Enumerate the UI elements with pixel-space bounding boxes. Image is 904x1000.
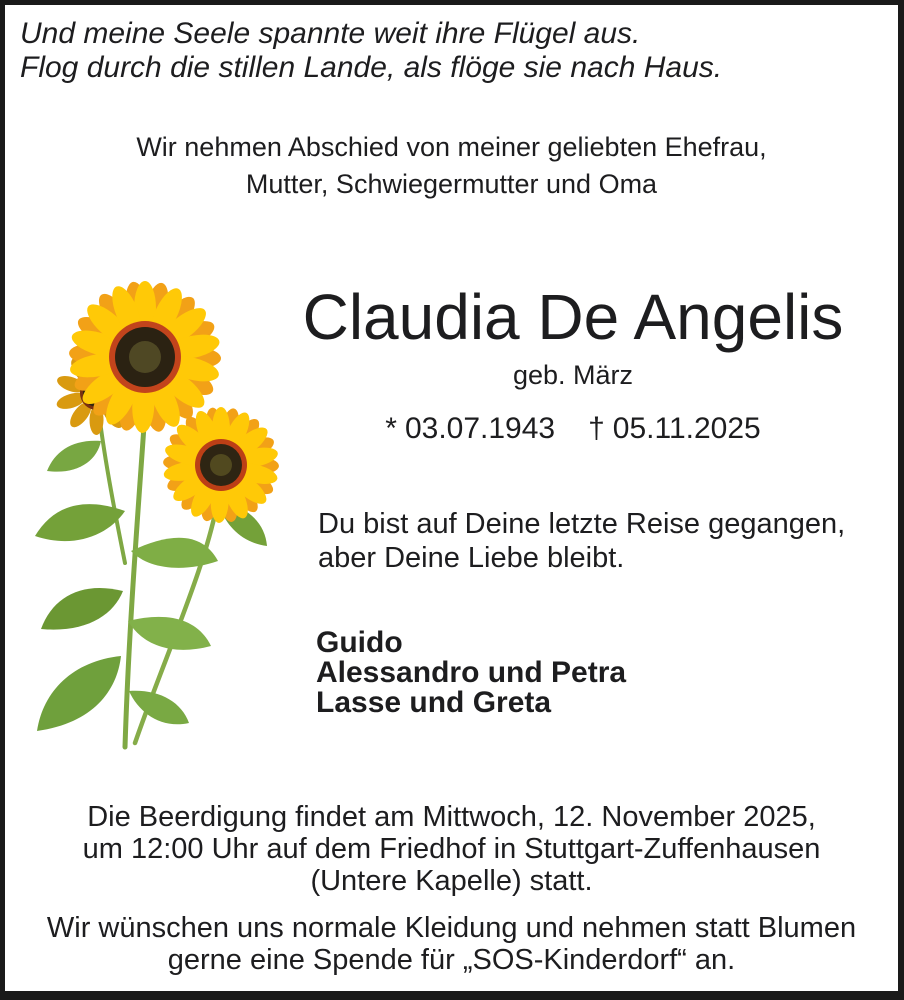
verse-line-2: Flog durch die stillen Lande, als flöge sie nach Haus. <box>20 51 723 84</box>
farewell-text <box>318 507 845 575</box>
mourner-line-2: Alessandro und Petra <box>316 656 627 689</box>
deceased-block <box>288 283 858 446</box>
mourners-list <box>316 628 626 718</box>
wish-line-2: gerne eine Spende für „SOS-Kinderdorf“ an. <box>167 944 736 976</box>
funeral-info <box>5 801 898 897</box>
funeral-line-1: Die Beerdigung findet am Mittwoch, 12. November 2025, <box>87 801 816 833</box>
opening-verse <box>20 17 722 85</box>
farewell-line-2: aber Deine Liebe bleibt. <box>318 542 625 574</box>
wish-line-1: Wir wünschen uns normale Kleidung und nehmen statt Blumen <box>46 912 857 944</box>
birth-symbol: * <box>385 412 397 445</box>
intro-text <box>5 129 898 203</box>
sunflower-small <box>162 406 279 523</box>
death-date-group <box>588 412 761 445</box>
intro-line-1: Wir nehmen Abschied von meiner geliebten Ehefrau, <box>136 132 767 162</box>
farewell-line-1: Du bist auf Deine letzte Reise gegangen, <box>318 508 846 540</box>
life-dates <box>288 412 858 446</box>
funeral-line-2: um 12:00 Uhr auf dem Friedhof in Stuttgart-Zuffenhausen <box>82 833 821 865</box>
maiden-name: geb. März <box>512 360 634 390</box>
verse-line-1: Und meine Seele spannte weit ihre Flügel aus. <box>20 17 641 50</box>
birth-date: 03.07.1943 <box>404 412 556 445</box>
funeral-line-3: (Untere Kapelle) statt. <box>310 865 593 897</box>
sunflowers-image <box>13 261 303 763</box>
death-symbol: † <box>588 412 605 445</box>
mourner-line-3: Lasse und Greta <box>316 686 552 719</box>
intro-line-2: Mutter, Schwiegermutter und Oma <box>245 169 658 199</box>
mourner-line-1: Guido <box>316 626 403 659</box>
deceased-name: Claudia De Angelis <box>302 281 844 353</box>
birth-date-group <box>385 412 555 445</box>
donation-wish <box>5 912 898 976</box>
death-date: 05.11.2025 <box>612 412 761 445</box>
